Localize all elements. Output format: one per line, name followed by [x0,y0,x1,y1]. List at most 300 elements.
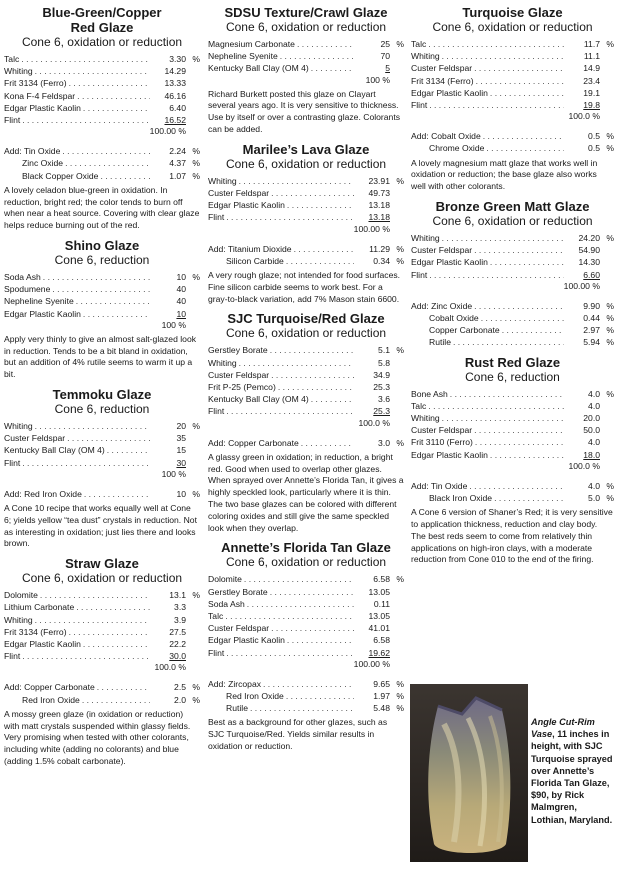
leader-dots [483,130,564,142]
ingredient-name: Edgar Plastic Kaolin [4,639,81,650]
ingredient-amount: 4.0 [588,437,600,448]
percent-sign: % [192,694,200,705]
ingredient-row [4,614,200,626]
ingredient-name: Add: Tin Oxide [411,480,468,491]
recipe-subtitle: Cone 6, oxidation or reduction [21,571,183,586]
leader-dots [474,300,564,312]
recipe-title: Marilee’s Lava Glaze [242,141,370,157]
recipe-title: SDSU Texture/Crawl Glaze [224,5,388,20]
ingredient-row [208,598,404,610]
ingredient-amount: 14.9 [583,63,600,74]
leader-dots [475,436,564,448]
ingredient-amount: 20.0 [583,413,600,424]
ingredient-name: Rutile [429,337,451,348]
caption-title: Angle Cut-Rim Vase [531,717,595,740]
recipe-title: SJC Turquoise/Red Glaze [227,311,385,327]
ingredient-row [411,38,614,50]
recipe-total: 100.00 % [353,223,390,234]
glaze-recipe [4,238,200,381]
percent-sign: % [192,682,200,693]
recipe-subtitle: Cone 6, oxidation or reduction [225,20,387,34]
recipe-title: Straw Glaze [65,556,139,572]
recipe-subtitle: Cone 6, oxidation or reduction [432,20,593,34]
ingredient-name: Flint [4,457,21,468]
percent-sign: % [606,493,614,504]
ingredient-amount: 23.91 [368,175,390,186]
percent-sign: % [606,131,614,142]
ingredient-amount: 20 [176,421,186,432]
ingredient-amount: 9.90 [583,300,600,311]
ingredient-amount: 19.8 [583,100,600,111]
ingredient-row [411,436,614,448]
ingredient-amount: 5.0 [588,493,600,504]
ingredient-row [411,50,614,62]
ingredient-row [4,444,200,456]
percent-sign: % [606,300,614,311]
ingredient-row [4,77,200,89]
ingredient-name: Flint [208,212,225,223]
leader-dots [84,488,150,500]
ingredient-row [208,62,404,74]
ingredient-row [208,369,404,381]
percent-sign: % [606,325,614,336]
recipe-title: Blue-Green/Copper Red Glaze [42,5,162,35]
recipe-subtitle: Cone 6, reduction [465,369,560,384]
recipe-title: Rust Red Glaze [464,354,561,370]
percent-sign: % [192,158,200,169]
leader-dots [271,622,354,634]
ingredient-name: Flint [208,647,225,658]
ingredient-amount: 2.5 [174,682,186,693]
recipe-note: A Cone 10 recipe that works equally well at Cone 6; yields yellow “tea dust” crystals in reduction. Not as interesting in oxidation; just lies there and looks brown. [4,503,197,549]
leader-dots [486,142,564,154]
spacer [411,122,614,130]
ingredient-amount: 35 [176,433,186,444]
ingredient-row [4,650,200,662]
ingredient-name: Lithium Carbonate [4,602,75,613]
ingredient-amount: 27.5 [169,626,186,637]
recipe-total: 100.0 % [154,662,186,673]
recipe-title: Temmoku Glaze [52,387,152,403]
ingredient-amount: 0.34 [373,255,390,266]
leader-dots [429,99,564,111]
ingredient-name: Edgar Plastic Kaolin [411,449,488,460]
percent-sign: % [396,243,404,254]
ingredient-name: Bone Ash [411,388,448,399]
percent-sign: % [606,143,614,154]
leader-dots [490,87,564,99]
leader-dots [428,38,564,50]
ingredient-amount: 13.18 [368,212,390,223]
ingredient-row [208,405,404,417]
spacer [4,137,200,145]
ingredient-amount: 70 [380,51,390,62]
ingredient-row [4,102,200,114]
leader-dots [442,232,564,244]
ingredient-amount: 23.4 [583,75,600,86]
ingredient-name: Frit 3134 (Ferro) [4,626,67,637]
ingredient-amount: 5.8 [378,357,390,368]
ingredient-row [411,388,614,400]
recipe-subtitle: Cone 6, reduction [54,253,150,268]
percent-sign: % [396,175,404,186]
ingredient-amount: 13.18 [368,200,390,211]
ingredient-name: Edgar Plastic Kaolin [411,87,488,98]
ingredient-row [4,90,200,102]
leader-dots [62,145,150,157]
percent-sign: % [192,590,200,601]
ingredient-row [208,678,404,690]
ingredient-name: Gerstley Borate [208,345,268,356]
percent-sign: % [192,170,200,181]
ingredient-name: Whiting [208,175,237,186]
ingredient-amount: 13.1 [169,590,186,601]
ingredient-amount: 5.48 [373,703,390,714]
ingredient-name: Dolomite [208,574,242,585]
recipe-title: Shino Glaze [64,238,140,254]
ingredient-row [411,87,614,99]
ingredient-amount: 13.05 [368,611,390,622]
ingredient-amount: 6.58 [373,574,390,585]
ingredient-name: Zinc Oxide [22,158,64,169]
ingredient-name: Flint [411,100,428,111]
leader-dots [474,244,564,256]
recipe-total: 100 % [161,319,186,330]
ingredient-name: Add: Copper Carbonate [208,437,299,448]
ingredient-name: Talc [208,611,224,622]
leader-dots [453,336,564,348]
ingredient-row [4,295,200,307]
recipe-total: 100.0 % [568,460,600,471]
ingredient-name: Kona F-4 Feldspar [4,90,76,101]
ingredient-name: Whiting [4,421,33,432]
percent-sign: % [396,255,404,266]
leader-dots [82,694,150,706]
leader-dots [35,614,150,626]
ingredient-name: Frit 3110 (Ferro) [411,437,473,448]
ingredient-amount: 1.97 [373,691,390,702]
recipe-total: 100.0 % [358,417,390,428]
ingredient-row [4,145,200,157]
spacer [411,472,614,480]
ingredient-amount: 3.9 [174,614,186,625]
ingredient-name: Add: Copper Carbonate [4,682,95,693]
percent-sign: % [192,272,200,283]
leader-dots [287,199,354,211]
ingredient-name: Add: Red Iron Oxide [4,488,82,499]
ingredient-row [4,681,200,693]
leader-dots [239,357,354,369]
ingredient-amount: 19.62 [368,647,390,658]
ingredient-amount: 49.73 [368,188,390,198]
leader-dots [67,432,150,444]
leader-dots [83,102,150,114]
ingredient-name: Flint [208,406,225,417]
ingredient-amount: 19.1 [583,87,600,98]
ingredient-amount: 6.40 [169,102,186,113]
ingredient-row [411,300,614,312]
leader-dots [83,638,150,650]
percent-sign: % [192,54,200,64]
ingredient-amount: 24.20 [578,233,600,244]
ingredient-row [208,357,404,369]
ingredient-name: Kentucky Ball Clay (OM 4) [208,63,309,74]
ingredient-row [208,393,404,405]
ingredient-amount: 22.2 [169,639,186,650]
percent-sign: % [192,488,200,499]
ingredient-name: Talc [411,39,427,49]
ingredient-row [208,255,404,267]
ingredient-row [411,336,614,348]
ingredient-amount: 5.1 [378,345,390,356]
ingredient-name: Whiting [411,413,440,424]
ingredient-name: Cobalt Oxide [429,313,479,324]
glaze-recipe [411,355,614,567]
ingredient-name: Copper Carbonate [429,325,500,336]
ingredient-name: Silicon Carbide [226,255,284,266]
leader-dots [476,75,564,87]
ingredient-amount: 0.11 [373,598,390,609]
ingredient-row [208,199,404,211]
ingredient-name: Red Iron Oxide [226,691,284,702]
leader-dots [270,344,354,356]
ingredient-name: Kentucky Ball Clay (OM 4) [208,394,309,405]
ingredient-amount: 3.3 [174,602,186,613]
leader-dots [35,65,150,77]
percent-sign: % [396,39,404,49]
recipe-note: A lovely celadon blue-green in oxidation. In reduction, bright red; the color tends to burn off when near a heat source. Covering with clear glaze helps reduce burning out of the red. [4,184,200,231]
ingredient-row [4,432,200,444]
ingredient-amount: 50.0 [583,425,600,436]
ingredient-amount: 25 [380,39,390,49]
leader-dots [247,598,354,610]
ingredient-row [4,308,200,320]
ingredient-amount: 0.5 [588,131,600,142]
leader-dots [278,381,354,393]
ingredient-name: Add: Zinc Oxide [411,300,473,311]
ingredient-row [208,634,404,646]
ingredient-row [208,38,404,50]
ingredient-row [208,647,404,659]
glaze-recipe [4,5,200,232]
leader-dots [69,626,150,638]
recipe-note: A Cone 6 version of Shaner’s Red; it is very sensitive to application thickness, reduction and clay body. The best reds seem to come from relatively thin applications on high-iron clays, with a moderate reduction from Cone 010 to the end of the firing. [411,507,613,565]
ingredient-amount: 11.7 [583,39,600,49]
ingredient-amount: 15 [176,445,186,456]
recipe-note: Best as a background for other glazes, such as SJC Turquoise/Red. Yields similar results in oxidation or reduction. [208,717,388,752]
leader-dots [226,647,354,659]
spacer [4,480,200,488]
ingredient-row [4,488,200,500]
recipe-total: 100.00 % [353,658,390,669]
recipe-subtitle: Cone 6, oxidation or reduction [432,214,593,229]
ingredient-row [4,157,200,169]
ingredient-name: Custer Feldspar [208,623,270,634]
ingredient-row [411,142,614,154]
percent-sign: % [396,574,404,585]
ingredient-row [411,492,614,504]
ingredient-name: Talc [411,400,427,411]
ingredient-amount: 14.30 [578,257,600,268]
leader-dots [294,243,354,255]
ingredient-name: Custer Feldspar [411,63,473,74]
leader-dots [69,77,150,89]
ingredient-name: Flint [4,651,21,662]
ingredient-name: Flint [4,115,21,126]
leader-dots [22,457,150,469]
ingredient-name: Frit 3134 (Ferro) [411,75,474,86]
recipe-subtitle: Cone 6, oxidation or reduction [21,35,183,49]
leader-dots [40,589,150,601]
glaze-recipe [411,5,614,193]
recipe-subtitle: Cone 6, reduction [54,402,150,417]
ingredient-name: Whiting [4,66,33,77]
glaze-recipe [4,387,200,550]
ingredient-row [411,62,614,74]
ingredient-row [411,412,614,424]
leader-dots [286,255,354,267]
ingredient-name: Nepheline Syenite [4,296,74,307]
ingredient-row [208,702,404,714]
photo-caption [531,716,615,826]
ingredient-name: Add: Titanium Dioxide [208,243,292,254]
recipe-total: 100 % [365,74,390,85]
ingredient-name: Soda Ash [208,598,245,609]
recipe-note: A glassy green in oxidation; in reduction, a bright red. Good when used to overlap other glazes. When sprayed over Annette’s Florida Tan, it gives a highly speckled look, particularly where it is thin. The two base glazes can be colored with different coloring oxides and still give the same speckled look when they overlap. [208,451,404,533]
leader-dots [250,702,354,714]
ingredient-amount: 6.58 [373,635,390,646]
ingredient-row [208,211,404,223]
ingredient-name: Custer Feldspar [411,425,473,436]
ingredient-amount: 34.9 [373,369,390,380]
leader-dots [226,211,354,223]
ingredient-name: Soda Ash [4,272,41,283]
ingredient-amount: 4.0 [588,388,600,399]
glaze-recipe [4,556,200,768]
recipe-title: Bronze Green Matt Glaze [435,199,590,215]
leader-dots [21,53,150,65]
ingredient-row [411,424,614,436]
glaze-recipe [208,540,404,752]
ingredient-row [4,457,200,469]
ingredient-amount: 40 [176,284,186,295]
ingredient-name: Custer Feldspar [4,433,66,444]
percent-sign: % [606,480,614,491]
ingredient-row [208,690,404,702]
ingredient-row [411,232,614,244]
ingredient-amount: 3.0 [378,437,390,448]
glaze-recipe [411,199,614,349]
ingredient-row [208,50,404,62]
recipe-subtitle: Cone 6, oxidation or reduction [225,156,387,171]
ingredient-name: Add: Tin Oxide [4,146,61,157]
leader-dots [22,650,150,662]
ingredient-amount: 16.52 [164,115,186,126]
ingredient-name: Edgar Plastic Kaolin [4,102,81,113]
ingredient-amount: 5.94 [583,337,600,348]
glaze-recipe [208,5,404,136]
ingredient-row [4,638,200,650]
ingredient-row [4,114,200,126]
ingredient-name: Frit P-25 (Pemco) [208,382,276,393]
recipe-subtitle: Cone 6, oxidation or reduction [225,326,387,341]
recipe-total: 100.0 % [568,111,600,122]
ingredient-name: Rutile [226,703,248,714]
ingredient-amount: 25.3 [373,406,390,417]
leader-dots [270,586,354,598]
ingredient-row [4,283,200,295]
ingredient-name: Custer Feldspar [208,188,270,198]
ingredient-amount: 10 [176,488,186,499]
spacer [411,292,614,300]
ingredient-row [208,573,404,585]
spacer [208,235,404,243]
ingredient-row [208,344,404,356]
caption-text: , 11 inches in height, with SJC Turquoise sprayed over Annette’s Florida Tan Glaze, $90, by Rick Malmgren, Lothian, Maryland. [531,729,613,825]
ingredient-amount: 10 [176,308,186,319]
leader-dots [502,324,564,336]
ingredient-row [208,437,404,449]
leader-dots [428,400,564,412]
ingredient-name: Chrome Oxide [429,143,485,154]
ingredient-amount: 6.60 [583,269,600,280]
ingredient-row [208,187,404,199]
ingredient-name: Red Iron Oxide [22,694,80,705]
ingredient-amount: 11.1 [583,51,600,62]
leader-dots [97,681,150,693]
leader-dots [76,601,150,613]
ingredient-name: Whiting [208,357,237,368]
leader-dots [490,256,564,268]
leader-dots [311,393,354,405]
ingredient-name: Spodumene [4,284,51,295]
recipe-note: A very rough glaze; not intended for food surfaces. Fine silicon carbide seems to work best. For a gray-to-black variation, add 7% Mason stain 6600. [208,270,401,304]
ingredient-name: Black Copper Oxide [22,170,99,181]
ingredient-name: Custer Feldspar [411,245,473,256]
ingredient-amount: 2.24 [169,146,186,157]
ingredient-row [4,170,200,182]
percent-sign: % [606,233,614,244]
ingredient-name: Dolomite [4,590,38,601]
ingredient-row [411,312,614,324]
ingredient-amount: 13.33 [164,78,186,89]
leader-dots [65,157,150,169]
leader-dots [100,170,150,182]
leader-dots [474,62,564,74]
leader-dots [83,308,150,320]
ingredient-amount: 4.0 [588,400,600,411]
ingredient-amount: 0.5 [588,143,600,154]
leader-dots [244,573,354,585]
leader-dots [271,369,354,381]
leader-dots [442,50,564,62]
recipe-title: Turquoise Glaze [462,5,563,20]
leader-dots [225,610,354,622]
ingredient-row [4,589,200,601]
ingredient-name: Whiting [411,233,440,244]
ingredient-amount: 40 [176,296,186,307]
leader-dots [52,283,150,295]
percent-sign: % [606,313,614,324]
leader-dots [35,420,150,432]
ingredient-amount: 10 [176,272,186,283]
leader-dots [442,412,564,424]
leader-dots [297,38,354,50]
percent-sign: % [396,345,404,356]
vase-illustration [410,684,528,862]
recipe-total: 100.00 % [149,126,186,137]
column-left [4,0,200,774]
